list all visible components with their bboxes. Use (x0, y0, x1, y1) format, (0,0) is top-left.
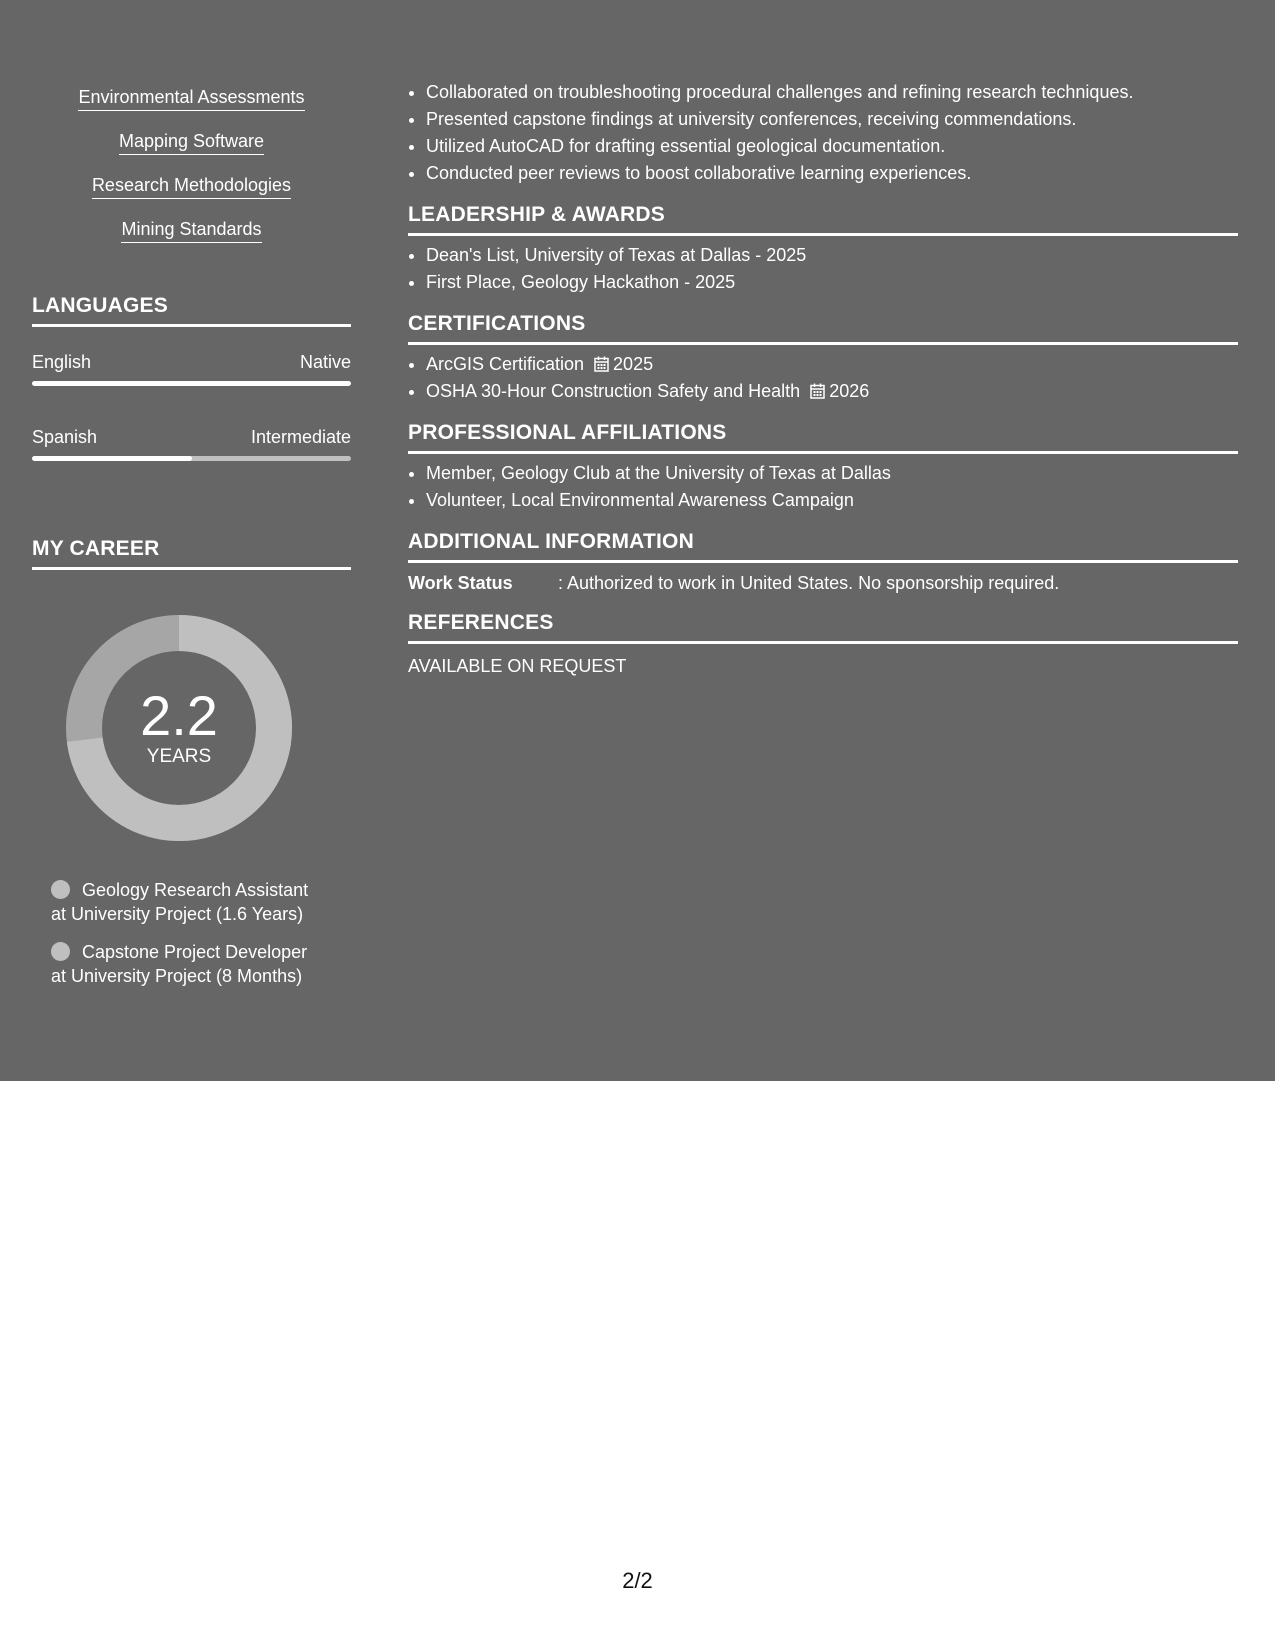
certification-item (426, 378, 1238, 405)
leadership-item: • First Place, Geology Hackathon - 2025 (426, 269, 1238, 296)
certification-item (426, 351, 1238, 378)
work-status-value: : Authorized to work in United States. No sponsorship required. (558, 573, 1060, 593)
language-level-fill (32, 456, 192, 461)
right-column (408, 0, 1238, 678)
language-name: English (32, 352, 92, 372)
calendar-icon (594, 356, 609, 372)
career-years-unit: YEARS (146, 746, 212, 767)
career-total-years: 2.2 (140, 684, 218, 747)
certification-name: ArcGIS Certification (426, 354, 585, 374)
experience-bullet: • Utilized AutoCAD for drafting essential geological documentation. (426, 133, 1238, 160)
career-legend-item (51, 878, 351, 926)
language-level: Native (299, 352, 351, 372)
language-name: Spanish (32, 427, 98, 447)
legend-dot-icon (51, 942, 70, 961)
skills-list (32, 86, 351, 262)
work-status-row (408, 571, 1238, 595)
certifications-list (408, 351, 1238, 405)
skill-item: Mapping Software (119, 130, 264, 155)
calendar-icon (810, 383, 825, 399)
career-role: Capstone Project Developer (82, 942, 308, 962)
language-row (32, 351, 351, 373)
career-donut-chart (65, 614, 293, 842)
language-level-bar (32, 381, 351, 386)
experience-bullet: • Collaborated on troubleshooting procedural challenges and refining research techniques. (426, 79, 1238, 106)
career-heading: MY CAREER (32, 537, 351, 570)
certification-name: OSHA 30-Hour Construction Safety and Health (426, 381, 801, 401)
languages-heading: LANGUAGES (32, 294, 351, 327)
language-level-fill (32, 381, 351, 386)
affiliation-item: • Volunteer, Local Environmental Awareness Campaign (426, 487, 1238, 514)
left-column (32, 0, 351, 1002)
certifications-heading: CERTIFICATIONS (408, 312, 1238, 345)
additional-info-heading: ADDITIONAL INFORMATION (408, 530, 1238, 563)
references-heading: REFERENCES (408, 611, 1238, 644)
leadership-list (408, 242, 1238, 296)
skill-item: Environmental Assessments (78, 86, 304, 111)
experience-bullet: • Presented capstone findings at university conferences, receiving commendations. (426, 106, 1238, 133)
career-role: Geology Research Assistant (82, 880, 309, 900)
leadership-item: • Dean's List, University of Texas at Dallas - 2025 (426, 242, 1238, 269)
certification-year: 2026 (829, 381, 870, 401)
leadership-heading: LEADERSHIP & AWARDS (408, 203, 1238, 236)
work-status-label: Work Status (408, 573, 513, 593)
language-level-bar (32, 456, 351, 461)
career-legend (51, 878, 351, 988)
legend-dot-icon (51, 880, 70, 899)
language-row (32, 426, 351, 448)
language-level: Intermediate (250, 427, 351, 447)
experience-bullets (408, 79, 1238, 187)
donut-center (65, 614, 293, 768)
career-legend-item (51, 940, 351, 988)
skill-item: Research Methodologies (92, 174, 291, 199)
affiliations-heading: PROFESSIONAL AFFILIATIONS (408, 421, 1238, 454)
skill-item: Mining Standards (121, 218, 261, 243)
page-number: 2/2 (622, 1568, 653, 1593)
experience-bullet: • Conducted peer reviews to boost collaborative learning experiences. (426, 160, 1238, 187)
career-detail: at University Project (8 Months) (51, 966, 303, 986)
affiliations-list (408, 460, 1238, 514)
certification-year: 2025 (613, 354, 654, 374)
affiliation-item: • Member, Geology Club at the University of Texas at Dallas (426, 460, 1238, 487)
career-detail: at University Project (1.6 Years) (51, 904, 304, 924)
references-text: AVAILABLE ON REQUEST (408, 656, 627, 676)
